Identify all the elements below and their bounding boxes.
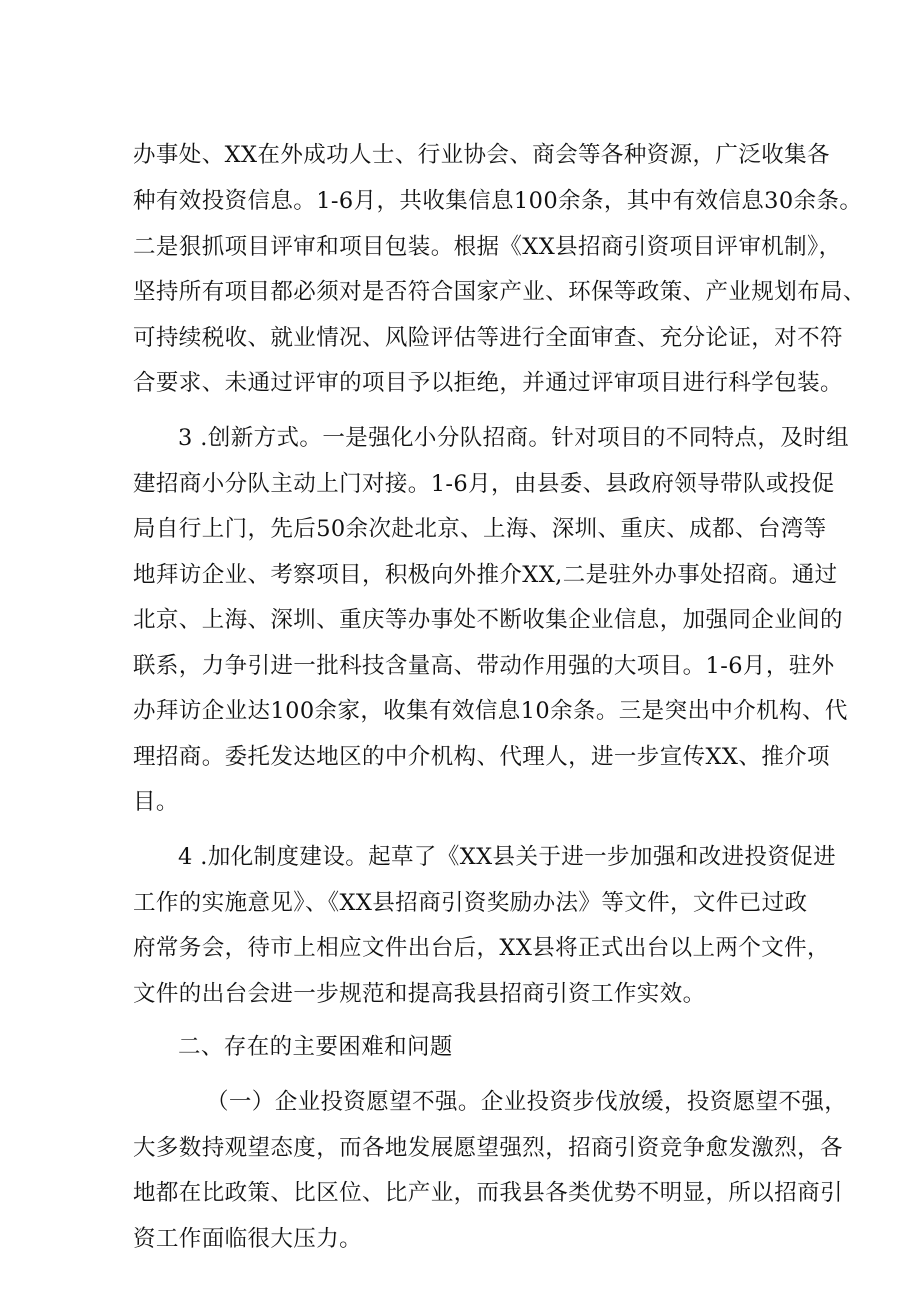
text-line: 理招商。委托发达地区的中介机构、代理人，进一步宣传XX、推介项 — [133, 744, 830, 770]
text-line: 北京、上海、深圳、重庆等办事处不断收集企业信息，加强同企业间的 — [133, 607, 843, 633]
text-line: 合要求、未通过评审的项目予以拒绝，并通过评审项目进行科学包装。 — [133, 370, 843, 396]
text-line: 地拜访企业、考察项目，积极向外推介XX,二是驻外办事处招商。通过 — [133, 562, 838, 588]
text-line: 地都在比政策、比区位、比产业，而我县各类优势不明显，所以招商引 — [133, 1180, 843, 1206]
text-line: 二是狠抓项目评审和项目包装。根据《XX县招商引资项目评审机制》， — [133, 234, 842, 260]
section-heading: 二、存在的主要困难和问题 — [178, 1034, 453, 1060]
text-line: 办事处、XX在外成功人士、行业协会、商会等各种资源，广泛收集各 — [133, 142, 830, 168]
text-line: 4 .加化制度建设。起草了《XX县关于进一步加强和改进投资促进 — [178, 844, 837, 870]
text-line: 种有效投资信息。1-6月，共收集信息100余条，其中有效信息30余条。 — [133, 188, 863, 214]
text-line: 3 .创新方式。一是强化小分队招商。针对项目的不同特点，及时组 — [178, 425, 850, 451]
text-line: 局自行上门，先后50余次赴北京、上海、深圳、重庆、成都、台湾等 — [133, 516, 827, 542]
text-line: （一）企业投资愿望不强。企业投资步伐放缓，投资愿望不强， — [206, 1089, 848, 1115]
text-line: 办拜访企业达100余家，收集有效信息10余条。三是突出中介机构、代 — [133, 698, 848, 724]
text-line: 联系，力争引进一批科技含量高、带动作用强的大项目。1-6月，驻外 — [133, 653, 835, 679]
text-line: 目。 — [133, 789, 179, 815]
text-line: 府常务会，待市上相应文件出台后，XX县将正式出台以上两个文件， — [133, 935, 830, 961]
text-line: 建招商小分队主动上门对接。1-6月，由县委、县政府领导带队或投促 — [133, 471, 835, 497]
text-line: 文件的出台会进一步规范和提高我县招商引资工作实效。 — [133, 981, 706, 1007]
text-line: 可持续税收、就业情况、风险评估等进行全面审查、充分论证，对不符 — [133, 325, 843, 351]
text-line: 大多数持观望态度，而各地发展愿望强烈，招商引资竞争愈发激烈，各 — [133, 1135, 843, 1161]
text-line: 工作的实施意见》、《XX县招商引资奖励办法》等文件，文件已过政 — [133, 890, 808, 916]
text-line: 资工作面临很大压力。 — [133, 1226, 363, 1252]
text-line: 坚持所有项目都必须对是否符合国家产业、环保等政策、产业规划布局、 — [133, 279, 866, 305]
